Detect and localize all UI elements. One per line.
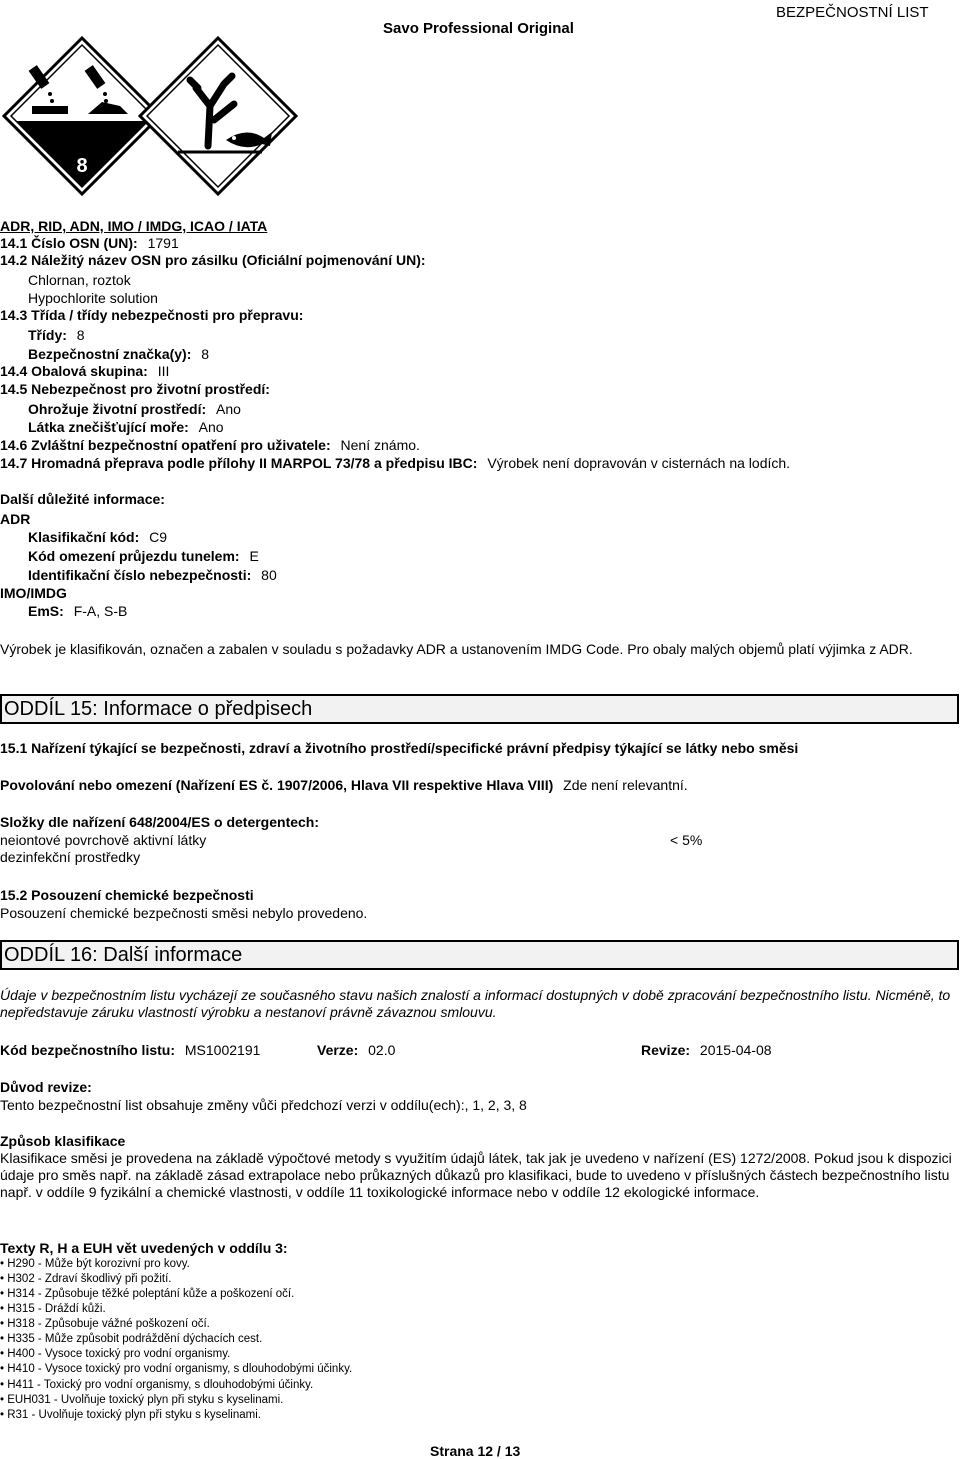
phrase-item: • R31 - Uvolňuje toxický plyn při styku s kyselinami. [0,1409,261,1421]
product-name: Savo Professional Original [383,20,574,37]
environment-hazard-icon [138,36,298,196]
revision-reason-heading: Důvod revize: [0,1079,92,1095]
class-number: 8 [76,155,88,177]
phrase-item: • H400 - Vysoce toxický pro vodní organismy. [0,1348,231,1360]
detergent-item-2: dezinfekční prostředky [0,849,141,865]
safety-label-row [0,346,209,363]
classification-code-row [0,529,167,546]
special-precautions-row [0,437,420,454]
section-15-2-heading: 15.2 Posouzení chemické bezpečnosti [0,887,254,903]
ems-value: F-A, S-B [73,603,128,619]
version-row [317,1042,395,1059]
bulk-transport-row [0,455,790,472]
ems-row [0,603,127,620]
bulk-transport-label: 14.7 Hromadná přeprava podle přílohy II MARPOL 73/78 a předpisu IBC: [0,455,478,471]
shipping-name-en: Hypochlorite solution [28,290,158,306]
marine-pollutant-label: Látka znečišťující moře: [28,419,189,435]
phrase-item: • H411 - Toxický pro vodní organismy, s dlouhodobými účinky. [0,1379,314,1391]
un-number-label: 14.1 Číslo OSN (UN): [0,235,138,251]
document-type: BEZPEČNOSTNÍ LIST [776,4,929,21]
revision-reason-text: Tento bezpečnostní list obsahuje změny vůči předchozí verzi v oddílu(ech):, 1, 2, 3, 8 [0,1097,527,1113]
shipping-name-label: 14.2 Náležitý název OSN pro zásilku (Oficiální pojmenování UN): [0,252,426,268]
classification-method-text: Klasifikace směsi je provedena na základě výpočtové metody s využitím údajů látek, tak jak je uvedeno v nařízení (ES) 1272/2008. Pokud jsou k dispozici údaje pro směs např. na základě zásad extrapolace nebo průkazných důkazů pro klasifikaci, bude to uvedeno v příslušných částech bezpečnostního listu např. v oddíle 9 fyzikální a chemické vlastnosti, v oddíle 11 toxikologické informace nebo v oddíle 12 ekologické informace. [0,1150,952,1200]
classification-code-value: C9 [149,529,168,545]
marine-pollutant-row [0,419,224,436]
shipping-name-cz: Chlornan, roztok [28,272,131,288]
version-label: Verze: [317,1042,359,1058]
un-number-row [0,235,179,252]
authorisation-label: Povolování nebo omezení (Nařízení ES č. 1907/2006, Hlava VII respektive Hlava VIII) [0,777,554,793]
packing-group-row [0,363,169,380]
sds-code-label: Kód bezpečnostního listu: [0,1042,175,1058]
packing-group-value: III [157,363,170,379]
phrase-item: • H302 - Zdraví škodlivý při požití. [0,1273,172,1285]
sds-code-row [0,1042,260,1059]
transport-heading: ADR, RID, ADN, IMO / IMDG, ICAO / IATA [0,218,268,234]
authorisation-row [0,777,688,794]
environment-label: Ohrožuje životní prostředí: [28,401,207,417]
phrases-heading: Texty R, H a EUH vět uvedených v oddílu 3: [0,1240,288,1256]
ems-label: EmS: [28,603,64,619]
special-precautions-value: Není známo. [340,437,420,453]
version-value: 02.0 [368,1042,396,1058]
disclaimer: Údaje v bezpečnostním listu vycházejí ze současného stavu našich znalostí a informací dostupných v době zpracování bezpečnostního listu. Nicméně, to nepředstavuje záruku vlastností výrobku a nestanoví právně závaznou smlouvu. [0,987,951,1020]
section-16-title: ODDÍL 16: Další informace [0,940,959,970]
environment-row [0,401,241,418]
classification-method-heading: Způsob klasifikace [0,1133,126,1149]
tunnel-code-row [0,548,259,565]
hazard-class-label: Třídy: [28,327,67,343]
detergent-item-1: neiontové povrchově aktivní látky [0,832,207,848]
special-precautions-label: 14.6 Zvláštní bezpečnostní opatření pro uživatele: [0,437,331,453]
authorisation-value: Zde není relevantní. [563,777,688,793]
un-number-value: 1791 [147,235,179,251]
other-info-heading: Další důležité informace: [0,491,165,507]
phrase-item: • H290 - Může být korozivní pro kovy. [0,1258,190,1270]
hazard-class-value: 8 [76,327,85,343]
revision-value: 2015-04-08 [699,1042,772,1058]
classification-code-label: Klasifikační kód: [28,529,140,545]
detergent-value-1: < 5% [670,832,703,848]
safety-label-label: Bezpečnostní značka(y): [28,346,192,362]
section-15-title: ODDÍL 15: Informace o předpisech [0,694,959,724]
phrase-item: • H314 - Způsobuje těžké poleptání kůže a poškození očí. [0,1288,295,1300]
hazard-id-label: Identifikační číslo nebezpečnosti: [28,567,252,583]
section-15-2-text: Posouzení chemické bezpečnosti směsi nebylo provedeno. [0,905,368,921]
section-15-1-heading: 15.1 Nařízení týkající se bezpečnosti, zdraví a životního prostředí/specifické právní předpisy týkající se látky nebo směsi [0,740,799,756]
hazard-id-value: 80 [261,567,277,583]
phrase-item: • H335 - Může způsobit podráždění dýchacích cest. [0,1333,263,1345]
hazard-class-row [0,327,85,344]
safety-label-value: 8 [201,346,210,362]
detergent-heading: Složky dle nařízení 648/2004/ES o detergentech: [0,814,320,830]
bulk-transport-value: Výrobek není dopravován v cisternách na lodích. [487,455,791,471]
tunnel-code-label: Kód omezení průjezdu tunelem: [28,548,240,564]
imo-heading: IMO/IMDG [0,585,67,601]
sds-code-value: MS1002191 [184,1042,261,1058]
hazard-id-row [0,567,277,584]
hazard-class-heading: 14.3 Třída / třídy nebezpečnosti pro přepravu: [0,307,304,323]
transport-note: Výrobek je klasifikován, označen a zabalen v souladu s požadavky ADR a ustanovením IMDG Code. Pro obaly malých objemů platí výjimka z ADR. [0,641,913,657]
phrase-item: • H315 - Dráždí kůži. [0,1303,106,1315]
environment-heading: 14.5 Nebezpečnost pro životní prostředí: [0,381,270,397]
revision-row [641,1042,772,1059]
phrase-item: • EUH031 - Uvolňuje toxický plyn při styku s kyselinami. [0,1394,284,1406]
phrase-item: • H318 - Způsobuje vážné poškození očí. [0,1318,210,1330]
packing-group-label: 14.4 Obalová skupina: [0,363,148,379]
tunnel-code-value: E [249,548,259,564]
page-number: Strana 12 / 13 [430,1443,521,1459]
revision-label: Revize: [641,1042,691,1058]
marine-pollutant-value: Ano [198,419,224,435]
environment-value: Ano [216,401,241,417]
phrase-item: • H410 - Vysoce toxický pro vodní organismy, s dlouhodobými účinky. [0,1363,353,1375]
adr-heading: ADR [0,511,31,527]
